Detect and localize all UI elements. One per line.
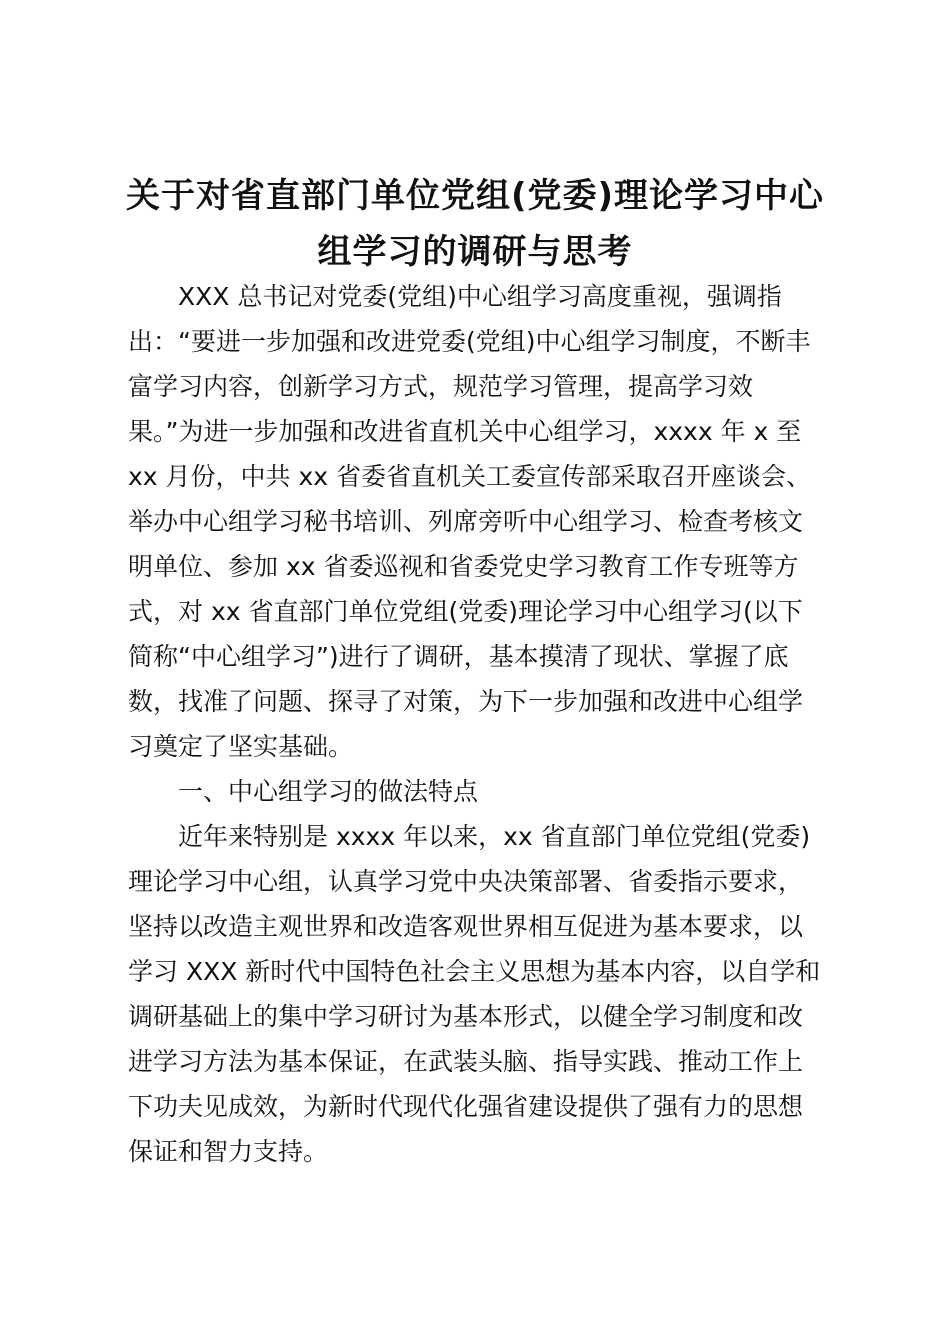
- paragraph-1-line-3: 富学习内容，创新学习方式，规范学习管理，提高学习效: [128, 372, 754, 401]
- paragraph-2-line-5: 调研基础上的集中学习研讨为基本形式，以健全学习制度和改: [128, 1002, 804, 1031]
- paragraph-2-line-3: 坚持以改造主观世界和改造客观世界相互促进为基本要求，以: [128, 912, 804, 941]
- paragraph-2-line-7: 下功夫见成效，为新时代现代化强省建设提供了强有力的思想: [128, 1092, 804, 1121]
- paragraph-2-line-1: 近年来特别是 xxxx 年以来，xx 省直部门单位党组(党委): [178, 822, 811, 851]
- paragraph-1-line-2: 出：“要进一步加强和改进党委(党组)中心组学习制度，不断丰: [128, 327, 811, 356]
- paragraph-2-line-6: 进学习方法为基本保证，在武装头脑、指导实践、推动工作上: [128, 1047, 804, 1076]
- paragraph-1-line-1: XXX 总书记对党委(党组)中心组学习高度重视，强调指: [178, 282, 782, 311]
- paragraph-2-line-2: 理论学习中心组，认真学习党中央决策部署、省委指示要求，: [128, 867, 804, 896]
- paragraph-1-line-8: 式，对 xx 省直部门单位党组(党委)理论学习中心组学习(以下: [128, 597, 803, 626]
- section-heading-1: 一、中心组学习的做法特点: [178, 777, 479, 806]
- paragraph-1-line-7: 明单位、参加 xx 省委巡视和省委党史学习教育工作专班等方: [128, 552, 799, 581]
- paragraph-2-line-4: 学习 XXX 新时代中国特色社会主义思想为基本内容，以自学和: [128, 957, 821, 986]
- paragraph-1-line-10: 数，找准了问题、探寻了对策，为下一步加强和改进中心组学: [128, 687, 804, 716]
- title-line-1: 关于对省直部门单位党组(党委)理论学习中心: [125, 176, 825, 216]
- document-title: [120, 168, 830, 280]
- paragraph-1-line-11: 习奠定了坚实基础。: [128, 732, 354, 761]
- paragraph-1-line-6: 举办中心组学习秘书培训、列席旁听中心组学习、检查考核文: [128, 507, 804, 536]
- paragraph-1-line-5: xx 月份，中共 xx 省委省直机关工委宣传部采取召开座谈会、: [128, 462, 812, 491]
- paragraph-1-line-4: 果。”为进一步加强和改进省直机关中心组学习，xxxx 年 x 至: [128, 417, 802, 446]
- paragraph-1-line-9: 简称“中心组学习”)进行了调研，基本摸清了现状、掌握了底: [128, 642, 789, 671]
- paragraph-2-line-8: 保证和智力支持。: [128, 1137, 329, 1166]
- title-line-2: 组学习的调研与思考: [317, 232, 633, 272]
